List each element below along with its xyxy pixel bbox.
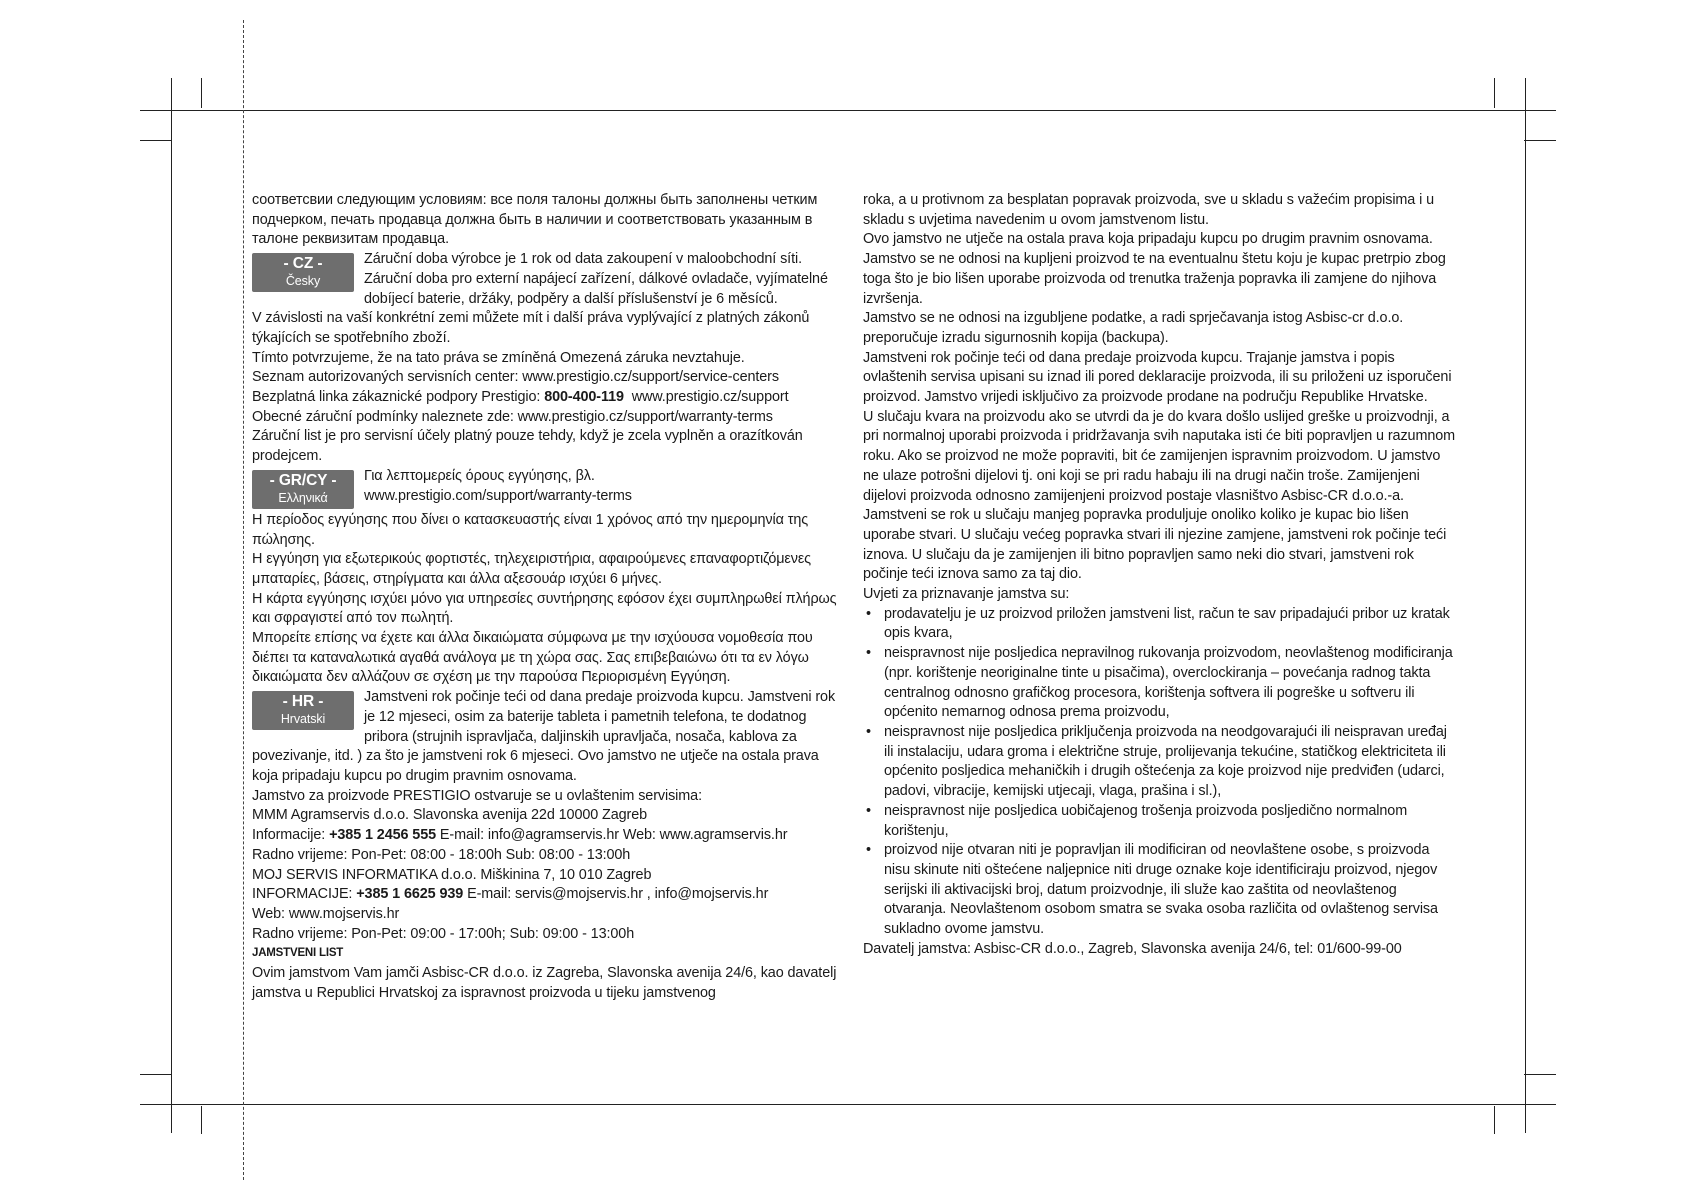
crop-mark xyxy=(201,1106,202,1134)
condition-item: • neispravnost nije posljedica priključenja proizvoda na neodgovarajući ili neispravan uređaj ili instalaciju, udara groma i električne struje, prolijevanja tekućine, statičkog elektriciteta ili općenito posljedica mehaničkih i drugih oštećenja za koje proizvod nije predviđen (udarci, padovi, vibracije, kemijski utjecaji, vlaga, prašina i sl.), xyxy=(863,723,1457,802)
crop-mark xyxy=(140,140,172,141)
hr-service2-info-label: INFORMACIJE: xyxy=(252,886,357,903)
hr-service1-phone: +385 1 2456 555 xyxy=(329,827,437,844)
gr-badge-code: - GR/CY - xyxy=(269,471,337,489)
cz-hotline-number: 800-400-119 xyxy=(544,389,624,406)
cz-support-link: www.prestigio.cz/support xyxy=(623,389,789,406)
condition-item: • proizvod nije otvaran niti je popravljan ili modificiran od neovlaštene osobe, s proizvoda nisu skinute niti oštećene naljepnice niti druge oznake koje identificiraju proizvod, njegov serijski ili aktivacijski broj, datum proizvodnje, ili služe kao zaštita od neovlaštenog otvaranja. Neovlaštenom osobom smatra se svaka osoba različita od ovlaštenog servisa sukladno ovome jamstvu. xyxy=(863,841,1457,940)
crop-mark xyxy=(171,78,172,1133)
right-paragraph: Jamstvo se ne odnosi na izgubljene podatke, a radi sprječavanja istog Asbisc-cr d.o.o. preporučuje izradu sigurnosnih kopija (backupa). xyxy=(863,310,1404,346)
crop-mark xyxy=(201,78,202,108)
crop-mark xyxy=(1494,78,1495,108)
hr-service1-info xyxy=(252,826,840,846)
right-paragraph: Ovo jamstvo ne utječe na ostala prava koja pripadaju kupcu po drugim pravnim osnovama. xyxy=(863,231,1433,248)
hr-list-title: JAMSTVENI LIST xyxy=(252,947,344,960)
crop-mark xyxy=(1524,1074,1556,1075)
hr-service2-phone: +385 1 6625 939 xyxy=(356,886,464,903)
gr-paragraph: Μπορείτε επίσης να έχετε και άλλα δικαιώματα σύμφωνα με την ισχύουσα νομοθεσία που διέπει τα καταναλωτικά αγαθά ανάλογα με τη χώρα σας. Σας επιβεβαιώνω ότι τα εν λόγω δικαιώματα δεν αλλάζουν σε σχέση με την παρούσα Περιορισμένη Εγγύηση. xyxy=(252,630,813,686)
gr-warranty-link: www.prestigio.com/support/warranty-terms xyxy=(364,487,632,504)
cz-line: Tímto potvrzujeme, že na tato práva se zmíněná Omezená záruka nevztahuje. xyxy=(252,349,745,366)
hr-service2-info xyxy=(252,885,840,905)
condition-item: • prodavatelju je uz proizvod priložen jamstveni list, račun te sav pripadajući pribor uz kratak opis kvara, xyxy=(863,605,1457,644)
hr-service2-hours: Radno vrijeme: Pon-Pet: 09:00 - 17:00h; Sub: 09:00 - 13:00h xyxy=(252,925,635,942)
hr-service-intro: Jamstvo za proizvode PRESTIGIO ostvaruje se u ovlaštenim servisima: xyxy=(252,787,702,804)
cz-line: Seznam autorizovaných servisních center: www.prestigio.cz/support/service-centers xyxy=(252,369,779,386)
right-paragraph: Jamstveni se rok u slučaju manjeg popravka produljuje onoliko koliko je kupac bio lišen uporabe stvari. U slučaju većeg popravka stvari ili njezine zamjene, jamstveni rok počinje teći iznova. U slučaju da je zamijenjen ili bitno popravljen samo neki dio stvari, jamstveni rok počinje teći iznova samo za taj dio. xyxy=(863,507,1447,583)
right-paragraph: Jamstvo se ne odnosi na kupljeni proizvod te na eventualnu štetu koju je kupac pretrpio zbog toga što je bio lišen uporabe proizvoda od trenutka traženja popravka ili zamjene do njihova izvršenja. xyxy=(863,251,1446,307)
cz-hotline-label: Bezplatná linka zákaznické podpory Prestigio: xyxy=(252,389,545,406)
right-paragraph: U slučaju kvara na proizvodu ako se utvrdi da je do kvara došlo uslijed greške u proizvodnji, a pri normalnoj uporabi proizvoda i pridržavanja svih naputaka isti će biti popravljen u razumnom roku. Ako se proizvod ne može popraviti, bit će zamijenjen ispravnim proizvodom. U jamstvo ne ulaze potrošni dijelovi tj. oni koji se pri radu habaju ili na drugi način troše. Zamijenjeni dijelovi proizvoda odnosno zamijenjeni proizvod postaje vlasništvo Asbisc-CR d.o.o.-a. xyxy=(863,408,1456,504)
cz-line: V závislosti na vaší konkrétní zemi můžete mít i další práva vyplývající z platných zákonů týkajících se spotřebního zboží. xyxy=(252,310,810,346)
cz-badge-language: Česky xyxy=(285,274,321,289)
cz-section xyxy=(252,250,840,467)
warrantor-footer: Davatelj jamstva: Asbisc-CR d.o.o., Zagreb, Slavonska avenija 24/6, tel: 01/600-99-00 xyxy=(863,940,1402,957)
cz-line: Záruční list je pro servisní účely platný pouze tehdy, když je zcela vyplněn a orazítkován prodejcem. xyxy=(252,428,803,465)
gr-badge-language: Ελληνικά xyxy=(278,490,328,505)
gr-section xyxy=(252,467,840,688)
conditions-title: Uvjeti za priznavanje jamstva su: xyxy=(863,586,1070,603)
hr-list-text: Ovim jamstvom Vam jamči Asbisc-CR d.o.o. iz Zagreba, Slavonska avenija 24/6, kao davatelj jamstva u Republici Hrvatskoj za ispravnost proizvoda u tijeku jamstvenog xyxy=(252,965,837,1001)
crop-mark xyxy=(1524,140,1556,141)
hr-service1-hours: Radno vrijeme: Pon-Pet: 08:00 - 18:00h Sub: 08:00 - 13:00h xyxy=(252,846,631,863)
hr-service2-web: Web: www.mojservis.hr xyxy=(252,905,400,922)
hr-service2-name: MOJ SERVIS INFORMATIKA d.o.o. Miškinina 7, 10 010 Zagreb xyxy=(252,866,652,883)
condition-item: • neispravnost nije posljedica uobičajenog trošenja proizvoda posljedično normalnom korištenju, xyxy=(863,802,1457,841)
crop-mark xyxy=(1494,1106,1495,1134)
condition-item: • neispravnost nije posljedica nepravilnog rukovanja proizvodom, neovlaštenog modificiranja (npr. korištenje neoriginalne tinte u pisačima), overclockiranja – povećanja radnog takta centralnog odnosno grafičkog procesora, korištenja softvera ili pogreške u softveru ili općenito nemarnog odnosa prema proizvodu, xyxy=(863,644,1457,723)
conditions-list xyxy=(863,605,1457,940)
hr-section xyxy=(252,688,840,1003)
cz-badge-code: - CZ - xyxy=(283,255,323,273)
gr-paragraph: Η περίοδος εγγύησης που δίνει ο κατασκευαστής είναι 1 χρόνος από την ημερομηνία της πώλησης. xyxy=(252,511,809,548)
gr-paragraph: Η κάρτα εγγύησης ισχύει μόνο για υπηρεσίες συντήρησης εφόσον έχει συμπληρωθεί πλήρως και σφραγιστεί από τον πωλητή. xyxy=(252,590,837,627)
fold-line xyxy=(243,20,244,1180)
hr-service2-contacts: E-mail: servis@mojservis.hr , info@mojservis.hr xyxy=(463,886,769,903)
right-paragraph: Jamstveni rok počinje teći od dana predaje proizvoda kupcu. Trajanje jamstva i popis ovlaštenih servisa upisani su iznad ili pored deklaracije proizvoda, ili su priloženi uz isporučeni proizvod. Jamstvo vrijedi isključivo za proizvode prodane na području Republike Hrvatske. xyxy=(863,349,1452,406)
ru-tail-text: соответсвии следующим условиям: все поля талоны должны быть заполнены четким подчерком, печать продавца должна быть в наличии и соответствовать указанным в талоне реквизитам продавца. xyxy=(252,192,818,248)
right-paragraph: roka, a u protivnom za besplatan popravak proizvoda, sve u skladu s važećim propisima i u skladu s uvjetima navedenim u ovom jamstvenom listu. xyxy=(863,192,1435,228)
gr-intro: Για λεπτομερείς όρους εγγύησης, βλ. xyxy=(364,467,595,484)
cz-warranty-text: Záruční doba výrobce je 1 rok od data zakoupení v maloobchodní síti. Záruční doba pro externí napájecí zařízení, dálkové ovladače, vyjímatelné dobíjecí baterie, držáky, podpěry a další příslušenství je 6 měsíců. xyxy=(364,251,828,307)
cz-line: Obecné záruční podmínky naleznete zde: www.prestigio.cz/support/warranty-terms xyxy=(252,408,773,425)
cz-language-badge xyxy=(252,253,354,292)
hr-language-badge xyxy=(252,691,354,730)
cz-hotline xyxy=(252,388,840,408)
crop-mark xyxy=(140,1074,172,1075)
hr-warranty-text: Jamstveni rok počinje teći od dana predaje proizvoda kupcu. Jamstveni rok je 12 mjeseci, osim za baterije tableta i pametnih telefona, te dodatnog pribora (strujnih ispravljača, daljinskih upravljača, nosača, kablova za povezivanje, itd. ) za što je jamstveni rok 6 mjeseci. Ovo jamstvo ne utječe na ostala prava koja pripadaju kupcu po drugim pravnim osnovama. xyxy=(252,689,836,784)
gr-paragraph: Η εγγύηση για εξωτερικούς φορτιστές, τηλεχειριστήρια, αφαιρούμενες επαναφορτιζόμενες μπαταρίες, βάσεις, στηρίγματα και άλλα αξεσουάρ ισχύει 6 μήνες. xyxy=(252,551,811,587)
hr-service1-info-label: Informacije: xyxy=(252,827,330,844)
hr-service1-contacts: E-mail: info@agramservis.hr Web: www.agramservis.hr xyxy=(436,827,788,844)
hr-badge-code: - HR - xyxy=(282,693,324,711)
right-column xyxy=(863,191,1457,959)
gr-language-badge xyxy=(252,470,354,509)
crop-mark xyxy=(1525,78,1526,1133)
left-column xyxy=(252,191,840,1003)
hr-service1-name: MMM Agramservis d.o.o. Slavonska avenija 22d 10000 Zagreb xyxy=(252,807,648,824)
hr-badge-language: Hrvatski xyxy=(280,712,326,727)
crop-mark xyxy=(140,110,1556,111)
crop-mark xyxy=(140,1104,1556,1105)
